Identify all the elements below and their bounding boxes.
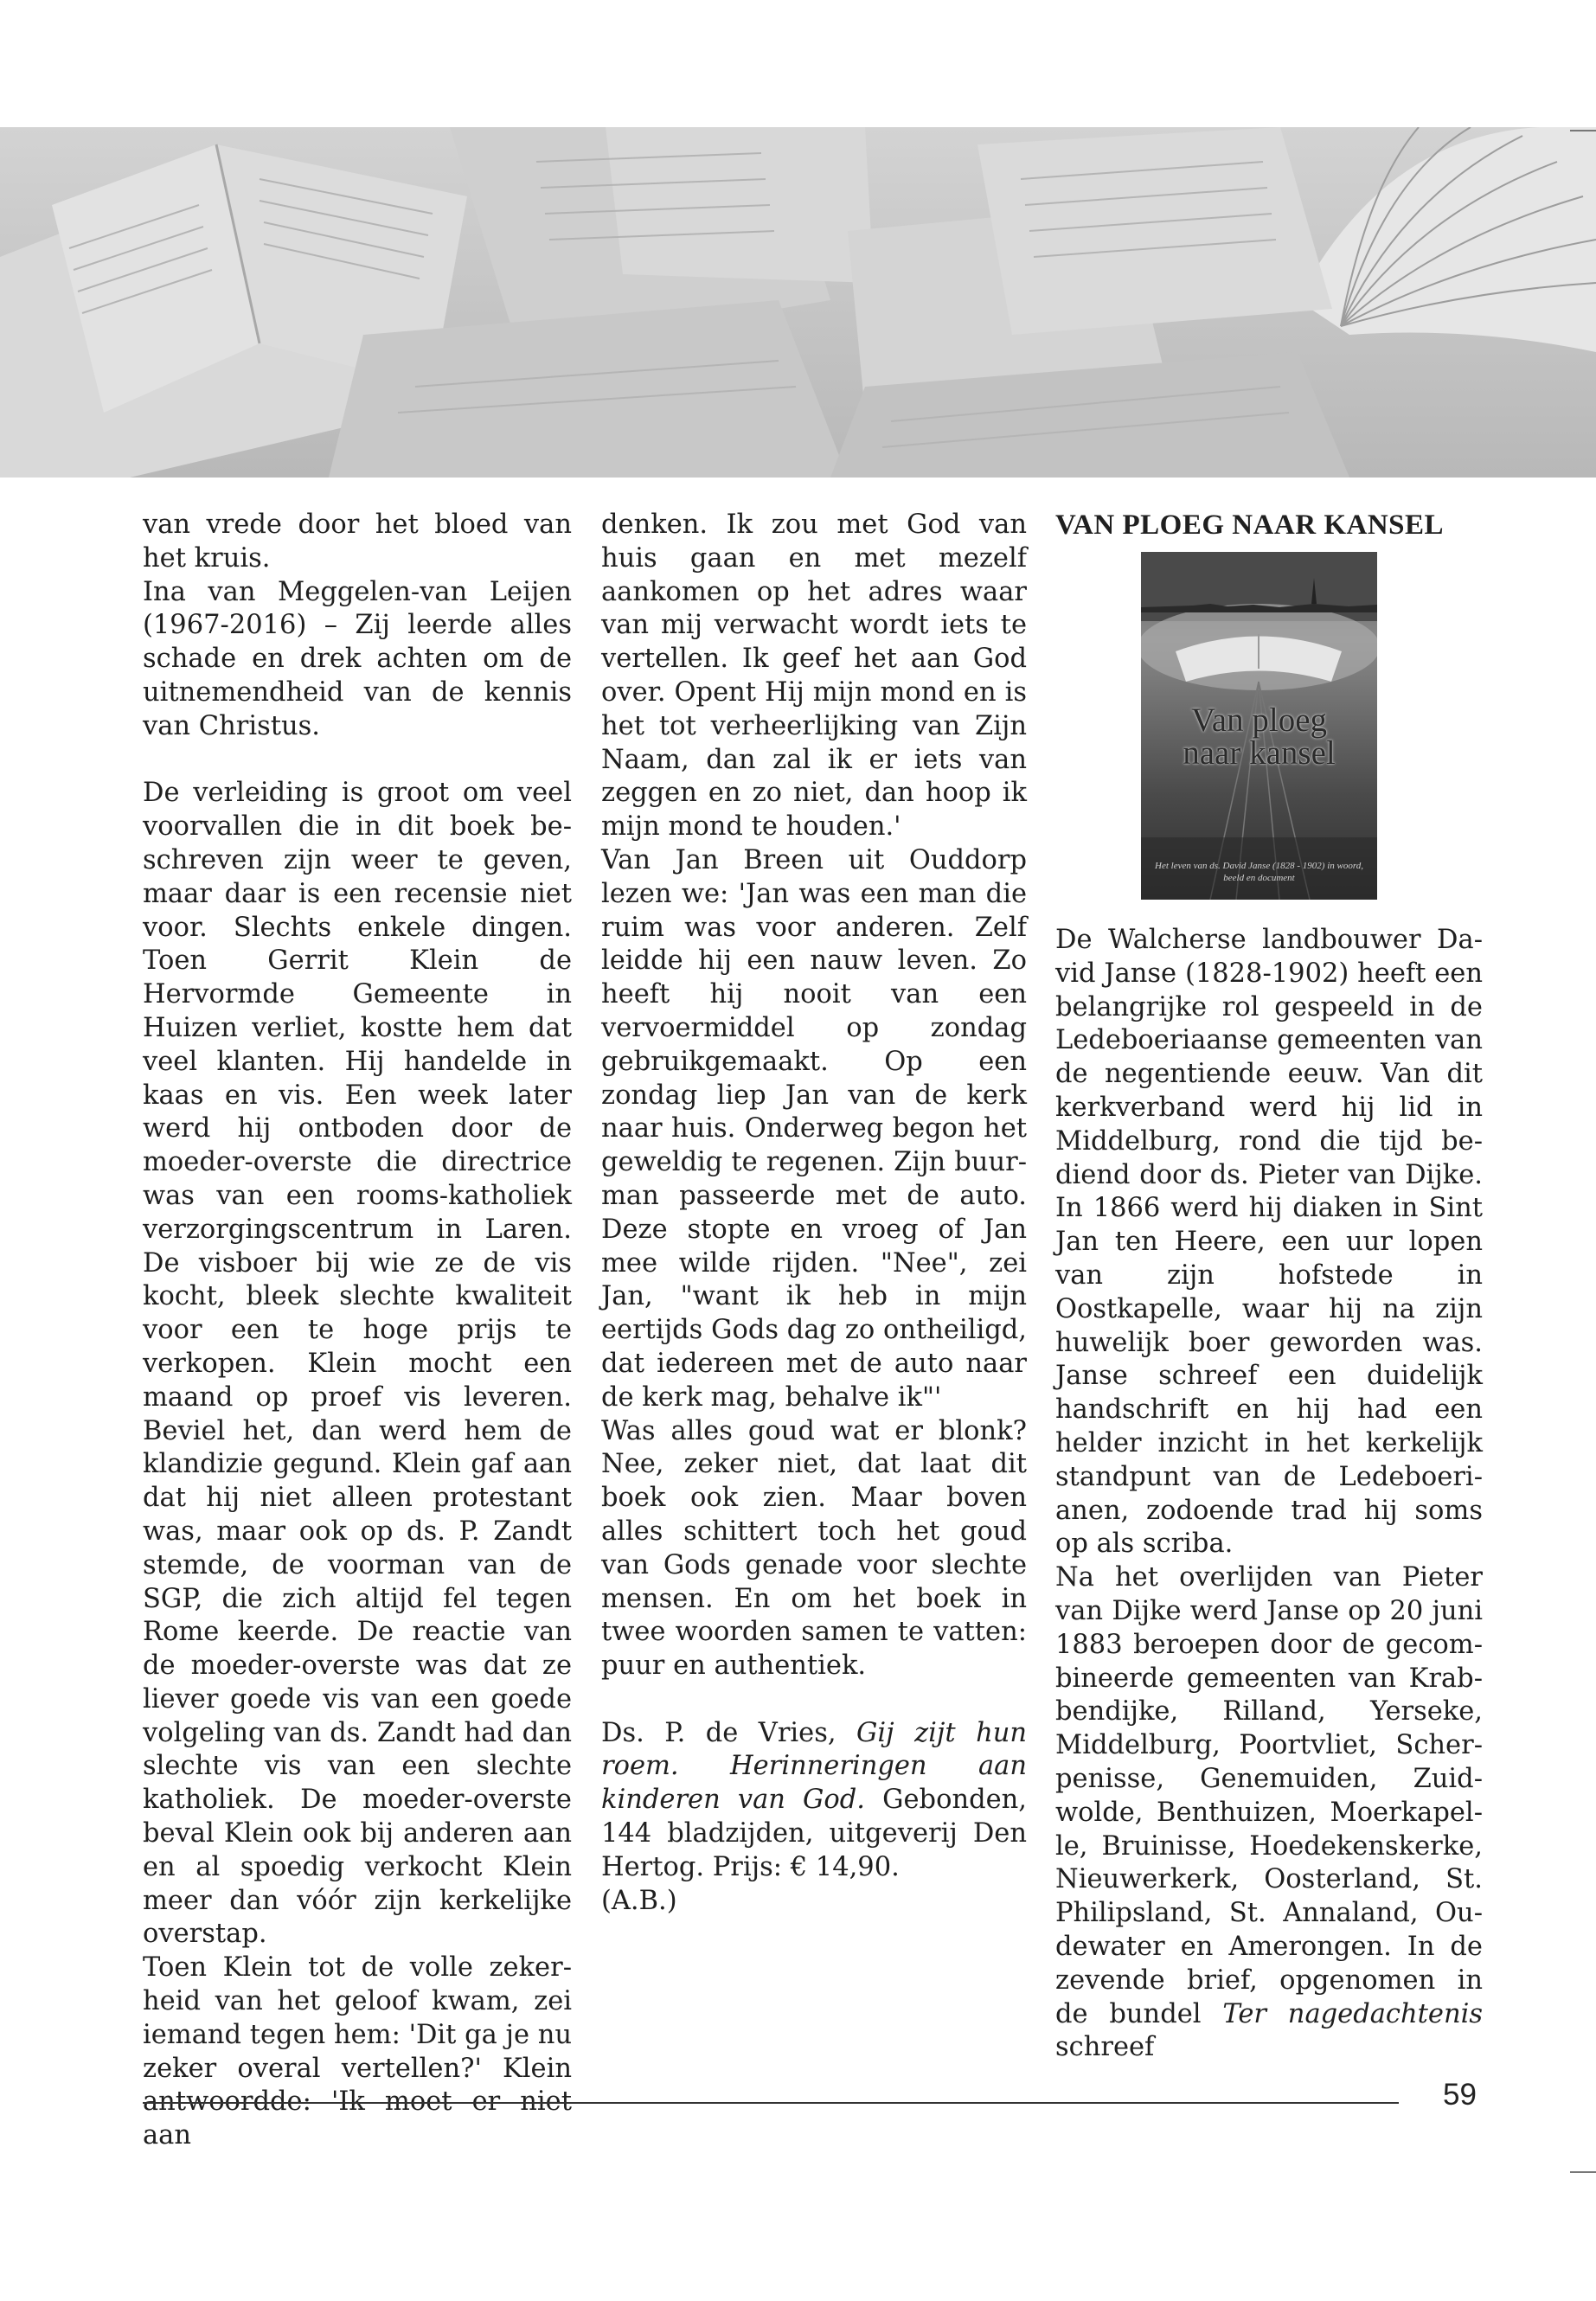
- paragraph: van vrede door het bloed van het kruis.: [143, 510, 572, 574]
- crop-mark: [1570, 130, 1596, 131]
- text-column-2: [601, 509, 1027, 1918]
- header-banner-image: [0, 127, 1596, 478]
- reference-title: Gij zijt hun roem. Herinneringen aan kinderen van God.: [601, 1717, 1027, 1816]
- paragraph: Ina van Meggelen-van Leijen (1967-2016) – Zij leerde alles schade en drek achten om de uitnemendheid van de kennis van Christus.: [143, 576, 572, 741]
- book-cover-image: [1141, 552, 1377, 900]
- reference-details: Gebonden, 144 bladzijden, uitgeverij Den Hertog. Prijs: € 14,90.: [601, 1785, 1027, 1882]
- cover-subtitle: Het leven van ds. David Janse (1828 - 1902) in woord, beeld en document: [1155, 861, 1363, 883]
- cover-title: Van ploeg naar kansel: [1183, 702, 1336, 772]
- text-column-1: [143, 509, 572, 2153]
- book-reference: [601, 1717, 1027, 1885]
- paragraph: De verleiding is groot om veel voorvallen die in dit boek beschreven zijn weer te geven, maar daar is een recensie niet voor. Slechts enkele dingen. Toen Gerrit Klein de Hervormde Gemeente in Huizen verliet, kostte hem dat veel klanten. Hij handelde in kaas en vis. Een week later werd hij ontboden door de moeder-overste die directrice was van een rooms-katholiek verzorgingscentrum in Laren. De visboer bij wie ze de vis kocht, bleek slechte kwaliteit voor een te hoge prijs te verkopen. Klein mocht een maand op proef vis leveren. Beviel het, dan werd hem de klandizie gegund. Klein gaf aan dat hij niet alleen protestant was, maar ook op ds. P. Zandt stemde, de voorman van de SGP, die zich altijd fel tegen Rome keerde. De reactie van de moeder-overste was dat ze liever goede vis van een goede volgeling van ds. Zandt had dan slechte vis van een slechte katholiek. De moeder-overste beval Klein ook bij anderen aan en al spoedig verkocht Klein meer dan vóór zijn kerkelijke overstap.: [143, 778, 572, 1950]
- page-number: 59: [1443, 2078, 1477, 2112]
- text-column-3: [1055, 509, 1483, 2065]
- paragraph-text: Na het overlijden van Pieter van Dijke werd Janse op 20 juni 1883 beroepen door de gecombineerde gemeenten van Krabbendijke, Rilland, Yerseke, Middelburg, Poortvliet, Scherpenisse, Genemuiden, Zuidwolde, Benthuizen, Moerkapelle, Bruinisse, Hoedekenskerke, Nieuwerkerk, Oosterland, St. Philipsland, St. Annaland, Oudewater en Amerongen. In de zevende brief, opgenomen in de bundel: [1055, 1562, 1483, 2029]
- paragraph: [1055, 1561, 1483, 2065]
- paragraph: denken. Ik zou met God van huis gaan en met mezelf aankomen op het adres waar van mij verwacht wordt iets te vertellen. Ik geef het aan God over. Opent Hij mijn mond en is het tot verheerlijking van Zijn Naam, dan zal ik er iets van zeggen en zo niet, dan hoop ik mijn mond te houden.': [601, 510, 1027, 843]
- book-title: Ter nagedachtenis: [1222, 1998, 1483, 2029]
- open-books-icon: [0, 127, 1596, 478]
- reference-author: Ds. P. de Vries,: [601, 1717, 836, 1748]
- footer-divider: [143, 2102, 1399, 2104]
- paragraph: Was alles goud wat er blonk? Nee, zeker niet, dat laat dit boek ook zien. Maar boven alles schittert toch het goud van Gods genade voor slechte mensen. En om het boek in twee woorden samen te vatten: puur en authentiek.: [601, 1415, 1027, 1682]
- paragraph-text: schreef: [1055, 2032, 1155, 2063]
- paragraph: De Walcherse landbouwer David Janse (1828-1902) heeft een belangrijke rol gespeeld in de Ledeboeriaanse gemeenten van de negentiende eeuw. Van dit kerkverband werd hij lid in Middelburg, rond die tijd bediend door ds. Pieter van Dijke. In 1866 werd hij diaken in Sint Jan ten Heere, een uur lopen van zijn hofstede in Oostkapelle, waar hij na zijn huwelijk boer geworden was. Janse schreef een duidelijk handschrift en hij had een helder inzicht in het kerkelijk standpunt van de Ledeboerianen, zodoende trad hij soms op als scriba.: [1055, 925, 1483, 1560]
- section-heading: VAN PLOEG NAAR KANSEL: [1055, 510, 1445, 541]
- reviewer-initials: (A.B.): [601, 1885, 677, 1916]
- crop-mark: [1570, 2171, 1596, 2173]
- paragraph: Van Jan Breen uit Ouddorp lezen we: 'Jan was een man die ruim was voor anderen. Zelf leidde hij een nauw leven. Zo heeft hij nooit van een vervoermiddel op zondag gebruikgemaakt. Op een zondag liep Jan van de kerk naar huis. Onderweg begon het geweldig te regenen. Zijn buurman passeerde met de auto. Deze stopte en vroeg of Jan mee wilde rijden. "Nee", zei Jan, "want ik heb in mijn eertijds Gods dag zo ontheiligd, dat iedereen met de auto naar de kerk mag, behalve ik"': [601, 844, 1027, 1413]
- paragraph: Toen Klein tot de volle zekerheid van het geloof kwam, zei iemand tegen hem: 'Dit ga je nu zeker overal vertellen?' Klein antwoordde: 'Ik moet er niet aan: [143, 1952, 573, 2151]
